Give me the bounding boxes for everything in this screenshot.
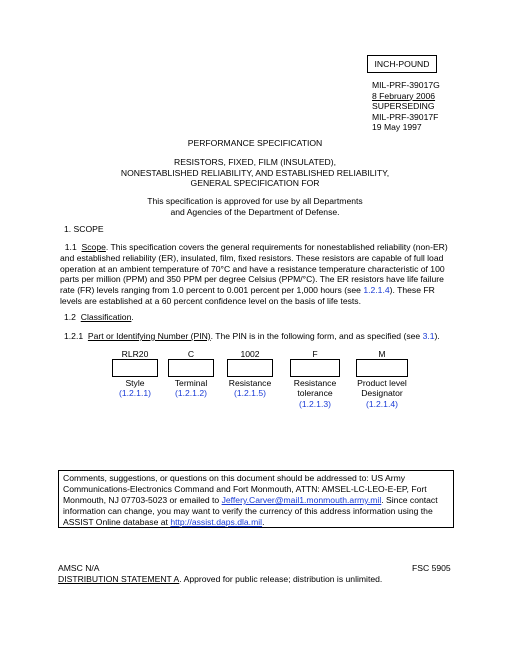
superseding-label: SUPERSEDING — [372, 101, 435, 111]
scope-paragraph — [60, 242, 452, 307]
pin-code-product-level: M — [378, 349, 386, 359]
approval-line-2: and Agencies of the Department of Defense. — [170, 206, 340, 217]
doc-date: 8 February 2006 — [372, 90, 436, 101]
scope-text: . This specification covers the general requirements for nonestablished reliability (non-ER) and established reliability (ER), insulated, film, fixed resistors. These resistors are capable of full load operation at an ambient temperature of 70°C and have a resistance temperature characteristic of 100 parts per million (PPM) and 350 PPM per degree Celsius (PPM/°C). The ER resistors have life failure rate (FR) levels ranging from 1.0 percent to 0.001 percent per 1,000 hours (see — [60, 242, 448, 296]
pin-label-line: Product level — [357, 378, 407, 388]
pin-paragraph — [64, 331, 440, 341]
pin-label-product-level — [342, 378, 422, 409]
comments-box — [58, 470, 454, 528]
inch-pound-label: INCH-POUND — [374, 59, 430, 69]
pin-text: . The PIN is in the following form, and as specified (see — [210, 331, 423, 341]
distribution-text: . Approved for public release; distribution is unlimited. — [179, 574, 383, 584]
spec-type: PERFORMANCE SPECIFICATION — [187, 138, 323, 148]
comments-text-1: Comments, suggestions, or questions on this document should be addressed to: US Army Communications-Electronics Command and Fort Monmouth, ATTN: AMSEL-LC-LEO-E-EP, Fort Monmouth, NJ 07703-5023 or emailed to — [63, 473, 427, 505]
scope-text-end: ). These FR levels are established at a 60 percent confidence level on the basis of life tests. — [60, 285, 435, 306]
pin-bracket-right — [157, 359, 158, 376]
pin-ref-link[interactable]: (1.2.1.4) — [365, 398, 398, 409]
pin-bracket-right — [339, 359, 340, 376]
scope-number: 1.1 — [64, 242, 77, 252]
pin-label-line: tolerance — [297, 388, 333, 399]
pin-label-resistance — [215, 378, 285, 399]
comments-text-3: . — [262, 517, 265, 527]
pin-bracket-right — [213, 359, 214, 376]
pin-ref-link[interactable]: (1.2.1.3) — [298, 398, 331, 409]
pin-underline — [290, 359, 340, 360]
pin-label-line: Resistance — [293, 378, 337, 388]
classification-paragraph: 1.2 Classification. — [64, 312, 134, 322]
pin-label-line: Terminal — [174, 378, 208, 388]
pin-ref-link[interactable]: (1.2.1.1) — [118, 388, 151, 399]
document-identifier-block — [372, 80, 482, 133]
fsc-label: FSC 5905 — [412, 563, 451, 573]
title-line-3: GENERAL SPECIFICATION FOR — [190, 178, 320, 188]
pin-ref-link[interactable]: 3.1 — [422, 331, 435, 341]
classification-title: Classification — [80, 312, 132, 322]
pin-bracket-right — [272, 359, 273, 376]
email-link[interactable]: Jeffery.Carver@mail1.monmouth.army.mil — [221, 495, 382, 505]
distribution-statement — [58, 574, 382, 584]
pin-bracket-bottom — [112, 376, 158, 377]
pin-text-end: ). — [434, 331, 440, 341]
title-line-1: RESISTORS, FIXED, FILM (INSULATED), — [173, 157, 337, 167]
pin-bracket-bottom — [356, 376, 408, 377]
comments-text-2: . Since contact information can change, you may want to verify the currency of this address information using the ASSIST Online database at — [63, 495, 438, 527]
pin-bracket-bottom — [227, 376, 273, 377]
pin-title: Part or Identifying Number (PIN) — [87, 331, 211, 341]
pin-bracket-left — [290, 359, 291, 376]
section-1-heading: 1. SCOPE — [64, 224, 104, 234]
pin-bracket-bottom — [290, 376, 340, 377]
pin-bracket-left — [168, 359, 169, 376]
superseded-date: 19 May 1997 — [372, 122, 422, 132]
classification-number: 1.2 — [64, 312, 76, 322]
pin-bracket-bottom — [168, 376, 214, 377]
pin-label-line: Designator — [361, 388, 403, 399]
pin-code-style: RLR20 — [121, 349, 149, 359]
distribution-label: DISTRIBUTION STATEMENT A — [58, 574, 180, 584]
scope-ref-link[interactable]: 1.2.1.4 — [363, 285, 390, 296]
pin-underline — [227, 359, 273, 360]
inch-pound-box — [367, 55, 437, 73]
assist-url-link[interactable]: http://assist.daps.dla.mil — [170, 517, 263, 527]
pin-underline — [356, 359, 408, 360]
pin-bracket-left — [227, 359, 228, 376]
amsc-label: AMSC N/A — [58, 563, 100, 573]
title-line-2: NONESTABLISHED RELIABILITY, AND ESTABLISHED RELIABILITY, — [120, 167, 390, 178]
pin-code-tolerance: F — [312, 349, 318, 359]
pin-bracket-left — [112, 359, 113, 376]
pin-code-resistance: 1002 — [240, 349, 260, 359]
pin-label-tolerance — [280, 378, 350, 409]
pin-bracket-right — [407, 359, 408, 376]
pin-label-line: Resistance — [228, 378, 272, 388]
pin-underline — [168, 359, 214, 360]
pin-bracket-left — [356, 359, 357, 376]
pin-underline — [112, 359, 158, 360]
superseded-number: MIL-PRF-39017F — [372, 111, 439, 122]
pin-ref-link[interactable]: (1.2.1.5) — [233, 388, 266, 399]
pin-ref-link[interactable]: (1.2.1.2) — [174, 388, 207, 399]
scope-title: Scope — [81, 242, 106, 252]
pin-code-terminal: C — [187, 349, 195, 359]
pin-number: 1.2.1 — [64, 331, 84, 341]
pin-label-line: Style — [125, 378, 145, 388]
doc-number: MIL-PRF-39017G — [372, 80, 440, 90]
approval-line-1: This specification is approved for use by all Departments — [147, 196, 363, 206]
